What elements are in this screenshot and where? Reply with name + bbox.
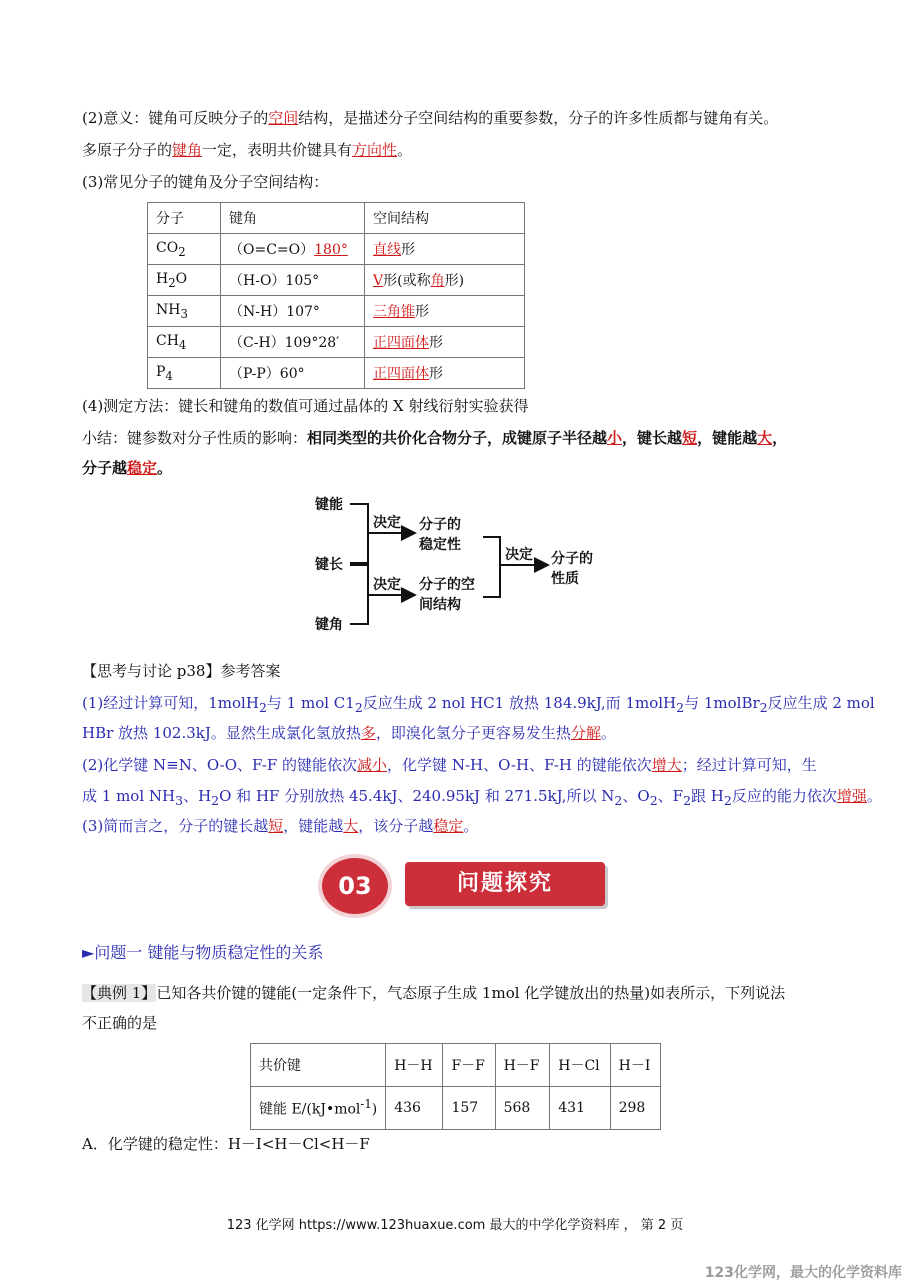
bond-angle-table	[147, 202, 525, 389]
structure-node: 间结构	[419, 597, 461, 613]
shape-cell: 正四面体形	[365, 327, 525, 358]
answer-2-line-1: (2)化学键 N≡N、O-O、F-F 的键能依次减小，化学键 N-H、O-H、F-H 的键能依次增大；经过计算可知，生	[82, 756, 817, 774]
value-cell: 157	[443, 1087, 495, 1130]
node-bond-energy: 键能	[315, 497, 343, 513]
table-header-cell: 分子	[148, 203, 221, 234]
value-cell: 436	[386, 1087, 443, 1130]
table-header-cell: 键角	[221, 203, 365, 234]
section-title-banner: 问题探究	[405, 862, 605, 906]
table-row	[148, 358, 525, 389]
angle-cell: （O=C=O）180°	[221, 234, 365, 265]
table-header-cell: H－Cl	[550, 1044, 610, 1087]
think-discuss-heading: 【思考与讨论 p38】参考答案	[82, 662, 281, 680]
stability-node: 分子的	[419, 517, 461, 533]
bracket-upper	[350, 504, 368, 563]
answer-1-line-2: HBr 放热 102.3kJ。显然生成氯化氢放热多，即溴化氢分子更容易发生热分解。	[82, 724, 616, 742]
meaning-line: (2)意义：键角可反映分子的空间结构，是描述分子空间结构的重要参数，分子的许多性质都与键角有关。	[82, 109, 779, 127]
bond-angle-direction-line: 多原子分子的键角一定，表明共价键具有方向性。	[82, 141, 413, 159]
answer-3-line: (3)简而言之，分子的键长越短，键能越大，该分子越稳定。	[82, 817, 479, 835]
node-bond-angle: 键角	[315, 617, 343, 633]
properties-node: 性质	[551, 571, 579, 587]
molecule-cell: $NH_3$	[148, 296, 221, 327]
page-footer: 123 化学网 https://www.123huaxue.com 最大的中学化学资料库 ， 第 2 页	[226, 1218, 684, 1233]
molecule-cell: $P_4$	[148, 358, 221, 389]
shape-cell: 正四面体形	[365, 358, 525, 389]
table-header-cell: 空间结构	[365, 203, 525, 234]
properties-node: 分子的	[551, 551, 593, 567]
angle-cell: （H-O）105°	[221, 265, 365, 296]
answer-2-line-2: 成 1 mol $NH_3$、$H_2O$ 和 HF 分别放热 45.4kJ、240.95kJ 和 271.5kJ,所以 $N_2$、$O_2$、$F_2$跟 $H_2$反应的能力依次增强。	[82, 787, 882, 808]
common-molecules-heading: (3)常见分子的键角及分子空间结构：	[82, 173, 329, 191]
value-cell: 298	[610, 1087, 660, 1130]
structure-node: 分子的空	[419, 577, 475, 593]
triangle-arrow-icon: ►	[82, 943, 95, 962]
molecule-cell: $CO_2$	[148, 234, 221, 265]
table-header-row	[251, 1044, 661, 1087]
option-a: A．化学键的稳定性：H－I<H－Cl<H－F	[82, 1135, 370, 1153]
molecule-cell: $CH_4$	[148, 327, 221, 358]
decide-label: 决定	[505, 547, 533, 563]
section-number-badge: 03	[322, 858, 388, 914]
summary-line-2: 分子越稳定。	[82, 459, 173, 477]
measurement-method-line: (4)测定方法：键长和键角的数值可通过晶体的 X 射线衍射实验获得	[82, 397, 529, 415]
example-line-2: 不正确的是	[82, 1014, 158, 1032]
bond-energy-table	[250, 1043, 661, 1130]
shape-cell: 三角锥形	[365, 296, 525, 327]
table-row	[251, 1087, 661, 1130]
shape-cell: V形(或称角形)	[365, 265, 525, 296]
table-header-cell: H－I	[610, 1044, 660, 1087]
molecule-cell: $H_2O$	[148, 265, 221, 296]
table-header-cell: 共价键	[251, 1044, 386, 1087]
row-label-cell: 键能 E/(kJ•mol$^{-1}$)	[251, 1087, 386, 1130]
stability-node: 稳定性	[419, 537, 461, 553]
angle-cell: （P-P）60°	[221, 358, 365, 389]
bracket-lower	[350, 565, 368, 624]
value-cell: 568	[495, 1087, 550, 1130]
watermark: 123化学网，最大的化学资料库	[704, 1265, 902, 1281]
bracket-right	[483, 537, 500, 597]
answer-1-line-1: (1)经过计算可知，1molH$_2$与 1 mol $C1_2$反应生成 2 nol HC1 放热 184.9kJ,而 1molH$_2$与 1molBr$_2$反应生成 2 mol	[82, 694, 875, 715]
decide-label: 决定	[373, 577, 401, 593]
summary-line: 小结：键参数对分子性质的影响：相同类型的共价化合物分子，成键原子半径越小，键长越短，键能越大，	[82, 429, 788, 447]
shape-cell: 直线形	[365, 234, 525, 265]
angle-cell: （N-H）107°	[221, 296, 365, 327]
value-cell: 431	[550, 1087, 610, 1130]
table-header-cell: H－H	[386, 1044, 443, 1087]
table-row	[148, 234, 525, 265]
table-header-cell: H－F	[495, 1044, 550, 1087]
decide-label: 决定	[373, 515, 401, 531]
problem-heading: ►问题一 键能与物质稳定性的关系	[82, 943, 324, 962]
table-header-cell: F－F	[443, 1044, 495, 1087]
table-row	[148, 296, 525, 327]
example-tag: 【典例 1】	[82, 984, 157, 1002]
node-bond-length: 键长	[315, 557, 343, 573]
table-row	[148, 265, 525, 296]
table-header-row	[148, 203, 525, 234]
table-row	[148, 327, 525, 358]
example-line-1: 【典例 1】已知各共价键的键能(一定条件下，气态原子生成 1mol 化学键放出的热量)如表所示，下列说法	[82, 984, 786, 1002]
bond-parameter-diagram	[300, 485, 610, 635]
angle-cell: （C-H）109°28′	[221, 327, 365, 358]
